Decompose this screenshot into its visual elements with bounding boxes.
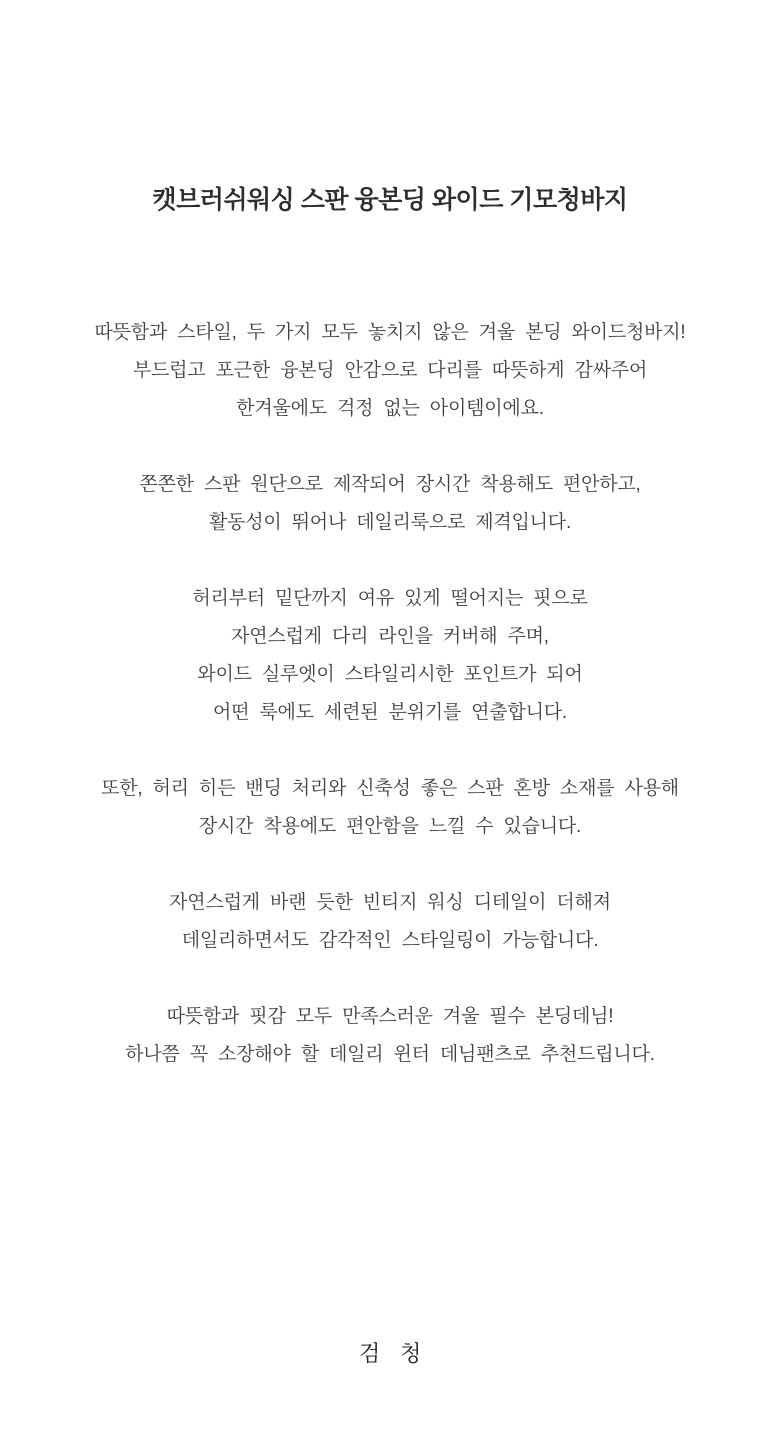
description-line: 허리부터 밑단까지 여유 있게 떨어지는 핏으로 (192, 588, 588, 609)
description-line: 장시간 착용에도 편안함을 느낄 수 있습니다. (198, 816, 582, 837)
description-line: 활동성이 뛰어나 데일리룩으로 제격입니다. (208, 512, 572, 533)
description-line: 자연스럽게 바랜 듯한 빈티지 워싱 디테일이 더해져 (169, 892, 611, 913)
description-paragraph (0, 466, 780, 542)
description-paragraph (0, 998, 780, 1074)
description-line: 자연스럽게 다리 라인을 커버해 주며, (231, 626, 549, 647)
color-option-label: 청 (400, 1341, 422, 1366)
description-line: 쫀쫀한 스판 원단으로 제작되어 장시간 착용해도 편안하고, (139, 474, 641, 495)
color-options (0, 1339, 780, 1369)
description-line: 부드럽고 포근한 융본딩 안감으로 다리를 따뜻하게 감싸주어 (132, 360, 648, 381)
description-paragraph (0, 884, 780, 960)
color-option-label: 검 (358, 1341, 380, 1366)
description-paragraph (0, 314, 780, 428)
product-title: 캣브러쉬워싱 스판 융본딩 와이드 기모청바지 (152, 186, 628, 214)
product-description (0, 314, 780, 1074)
description-line: 하나쯤 꼭 소장해야 할 데일리 윈터 데님팬츠로 추천드립니다. (125, 1044, 655, 1065)
description-line: 어떤 룩에도 세련된 분위기를 연출합니다. (212, 702, 567, 723)
description-paragraph (0, 770, 780, 846)
description-paragraph (0, 580, 780, 732)
description-line: 와이드 실루엣이 스타일리시한 포인트가 되어 (197, 664, 583, 685)
description-line: 데일리하면서도 감각적인 스타일링이 가능합니다. (181, 930, 599, 951)
description-line: 또한, 허리 히든 밴딩 처리와 신축성 좋은 스판 혼방 소재를 사용해 (101, 778, 679, 799)
description-line: 한겨울에도 걱정 없는 아이템이에요. (236, 398, 544, 419)
description-line: 따뜻함과 스타일, 두 가지 모두 놓치지 않은 겨울 본딩 와이드청바지! (94, 322, 686, 343)
description-line: 따뜻함과 핏감 모두 만족스러운 겨울 필수 본딩데님! (166, 1006, 614, 1027)
